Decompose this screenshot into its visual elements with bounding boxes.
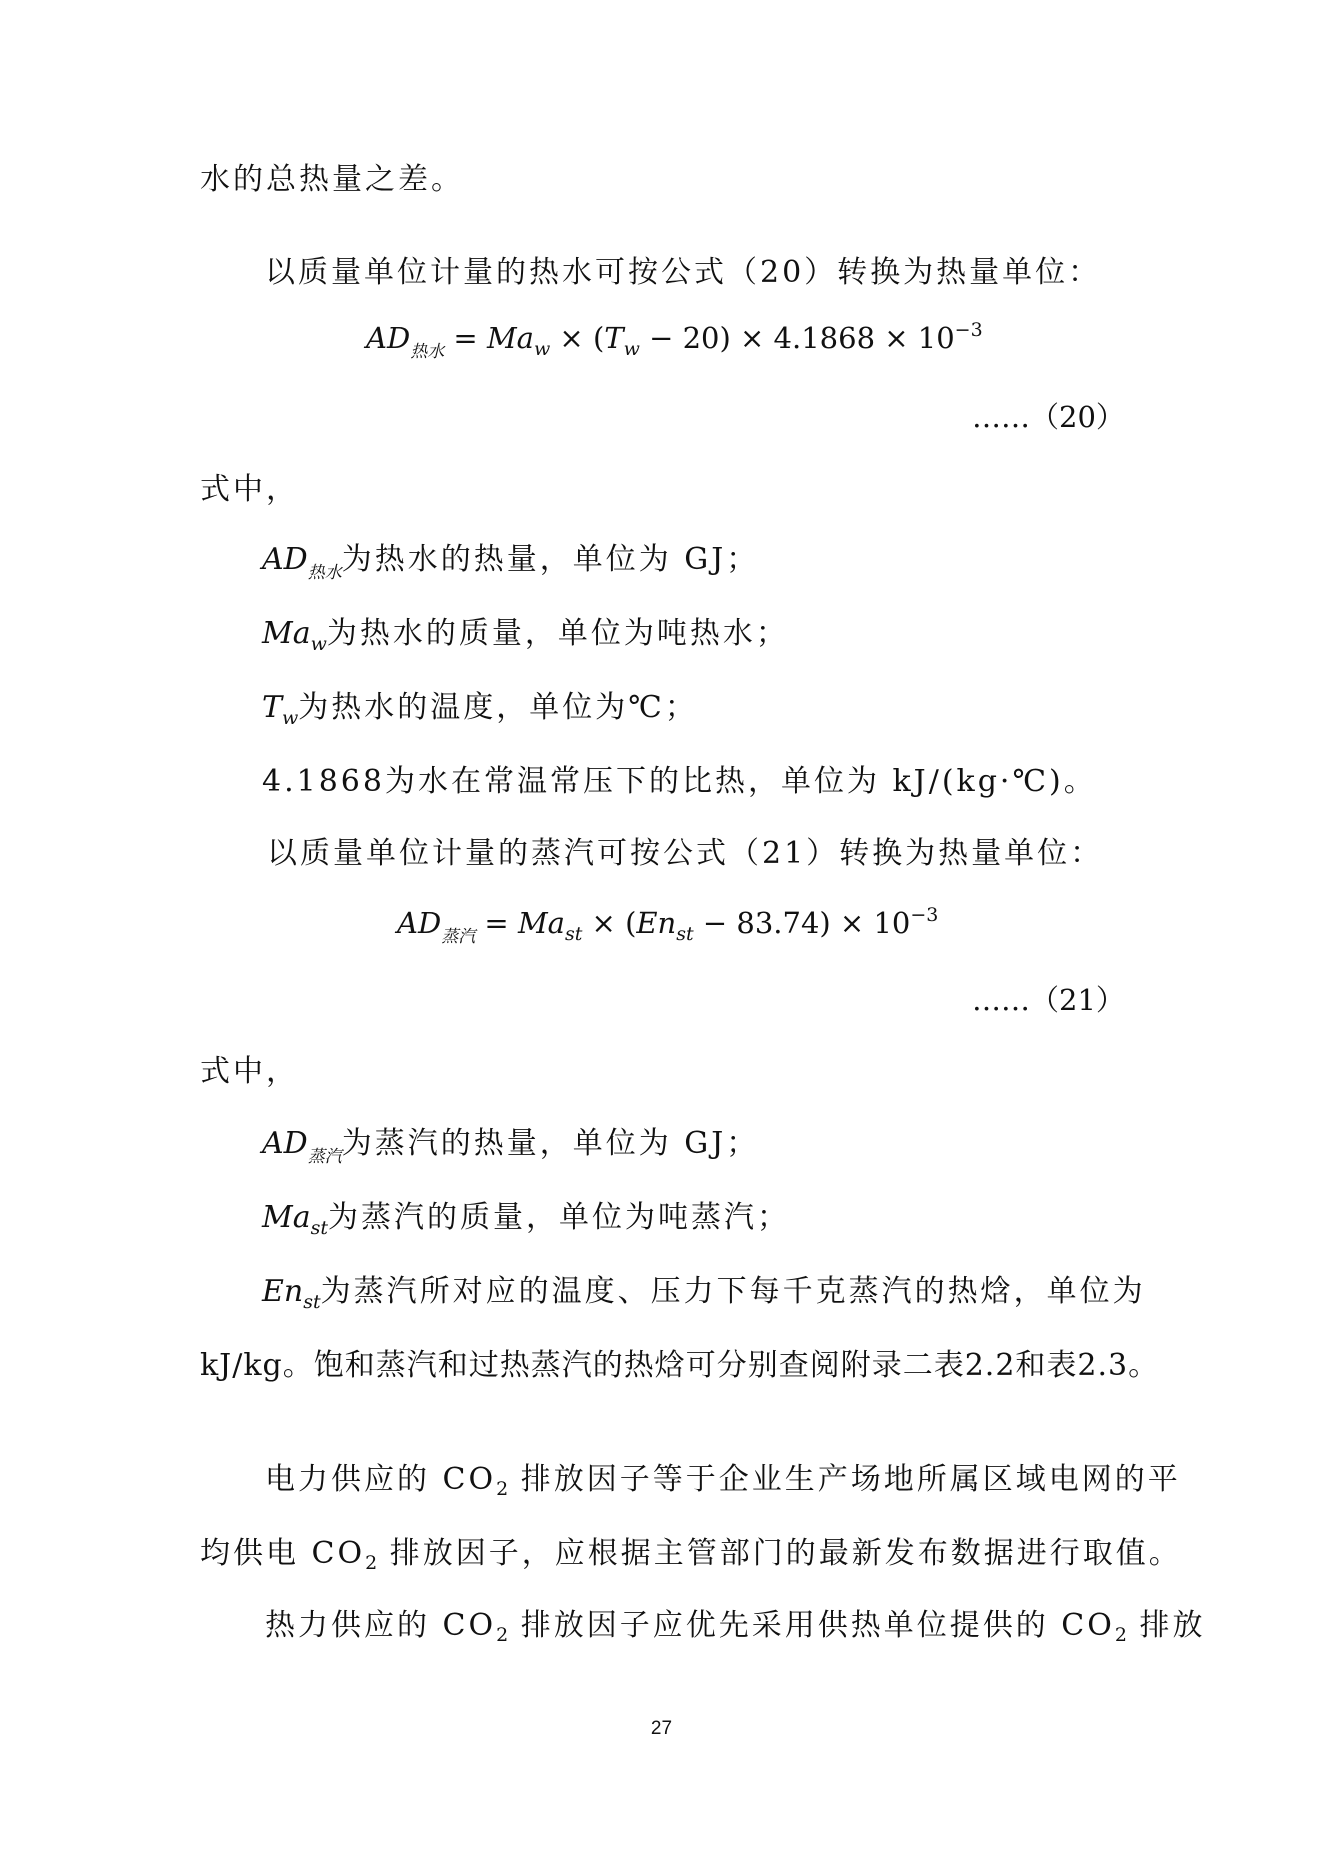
definition-line bbox=[262, 762, 1097, 802]
paragraph-line bbox=[200, 1052, 299, 1092]
text: 排放因子应优先采用供热单位提供的 CO bbox=[508, 1608, 1115, 1643]
formula-op: × ( bbox=[582, 906, 637, 940]
formula-var: En bbox=[262, 1274, 304, 1309]
text: 4.1868为水在常温常压下的比热，单位为 kJ/(kg·℃)。 bbox=[262, 764, 1097, 799]
formula-op: = bbox=[444, 321, 487, 355]
page-number: 27 bbox=[650, 1718, 673, 1739]
paragraph-line bbox=[265, 1606, 1205, 1646]
formula-op: − 20) × 4.1868 × 10 bbox=[639, 321, 955, 355]
text: 为热水的质量，单位为吨热水； bbox=[326, 616, 789, 651]
formula-var: T bbox=[604, 321, 624, 355]
text: ……（20） bbox=[972, 400, 1125, 434]
paragraph-line bbox=[200, 1534, 1182, 1574]
formula-var: AD bbox=[262, 1126, 308, 1161]
paragraph-line bbox=[265, 1460, 1181, 1500]
equation-number bbox=[972, 980, 1125, 1020]
subscript: 2 bbox=[496, 1624, 509, 1646]
formula-subscript: 热水 bbox=[307, 563, 342, 583]
definition-line bbox=[262, 1124, 760, 1167]
text: kJ/kg。饱和蒸汽和过热蒸汽的热焓可分别查阅附录二表2.2和表2.3。 bbox=[200, 1348, 1160, 1383]
text: 排放因子，应根据主管部门的最新发布数据进行取值。 bbox=[377, 1536, 1182, 1571]
formula-var: Ma bbox=[262, 616, 311, 651]
text: ……（21） bbox=[972, 983, 1125, 1017]
subscript: 2 bbox=[1114, 1624, 1127, 1646]
text: 水的总热量之差。 bbox=[200, 162, 464, 197]
formula-var: AD bbox=[262, 542, 308, 577]
definition-line bbox=[262, 688, 698, 728]
formula-var: AD bbox=[366, 321, 411, 355]
definition-line bbox=[262, 540, 760, 583]
formula-subscript: 蒸汽 bbox=[441, 927, 476, 947]
formula-subscript: st bbox=[676, 923, 694, 945]
paragraph-line bbox=[267, 834, 1103, 874]
formula-var: T bbox=[262, 690, 283, 725]
formula-exponent: −3 bbox=[954, 319, 983, 341]
formula-exponent: −3 bbox=[910, 904, 939, 926]
definition-line bbox=[262, 1272, 1146, 1312]
equation-number bbox=[972, 397, 1125, 437]
formula-subscript: st bbox=[564, 923, 583, 945]
formula-subscript: 热水 bbox=[410, 342, 445, 362]
text: 电力供应的 CO bbox=[265, 1462, 497, 1497]
formula-subscript: st bbox=[303, 1291, 321, 1313]
formula-var: Ma bbox=[486, 321, 534, 355]
text: 均供电 CO bbox=[200, 1536, 366, 1571]
formula-var: En bbox=[636, 906, 677, 940]
formula-op: = bbox=[475, 906, 518, 940]
definition-line bbox=[262, 614, 789, 654]
paragraph-line bbox=[200, 470, 299, 510]
paragraph-line bbox=[200, 1346, 1159, 1386]
definition-line bbox=[262, 1198, 790, 1238]
subscript: 2 bbox=[496, 1478, 509, 1500]
formula-20 bbox=[366, 318, 983, 362]
formula-subscript: st bbox=[310, 1217, 328, 1239]
paragraph-line bbox=[265, 253, 1101, 293]
paragraph-line bbox=[200, 160, 464, 200]
formula-var: Ma bbox=[262, 1200, 311, 1235]
formula-subscript: w bbox=[623, 338, 640, 360]
text: 式中， bbox=[200, 1054, 299, 1089]
text: 为热水的热量，单位为 GJ； bbox=[341, 542, 760, 577]
formula-subscript: w bbox=[282, 707, 299, 729]
text: 为蒸汽所对应的温度、压力下每千克蒸汽的热焓，单位为 bbox=[320, 1274, 1146, 1309]
text: 为蒸汽的热量，单位为 GJ； bbox=[341, 1126, 760, 1161]
text: 排放因子等于企业生产场地所属区域电网的平 bbox=[508, 1462, 1181, 1497]
formula-op: − 83.74) × 10 bbox=[693, 906, 911, 940]
text: 为蒸汽的质量，单位为吨蒸汽； bbox=[328, 1200, 790, 1235]
formula-subscript: 蒸汽 bbox=[307, 1147, 342, 1167]
text: 以质量单位计量的热水可按公式（20）转换为热量单位： bbox=[265, 255, 1102, 290]
formula-var: AD bbox=[397, 906, 442, 940]
subscript: 2 bbox=[365, 1552, 378, 1574]
text: 热力供应的 CO bbox=[265, 1608, 497, 1643]
text: 为热水的温度，单位为℃； bbox=[298, 690, 698, 725]
formula-subscript: w bbox=[310, 633, 327, 655]
text: 排放 bbox=[1126, 1608, 1206, 1643]
formula-subscript: w bbox=[533, 338, 551, 360]
text: 式中， bbox=[200, 472, 299, 507]
formula-op: × ( bbox=[550, 321, 605, 355]
formula-var: Ma bbox=[517, 906, 565, 940]
formula-21 bbox=[397, 903, 939, 947]
text: 以质量单位计量的蒸汽可按公式（21）转换为热量单位： bbox=[267, 836, 1104, 871]
